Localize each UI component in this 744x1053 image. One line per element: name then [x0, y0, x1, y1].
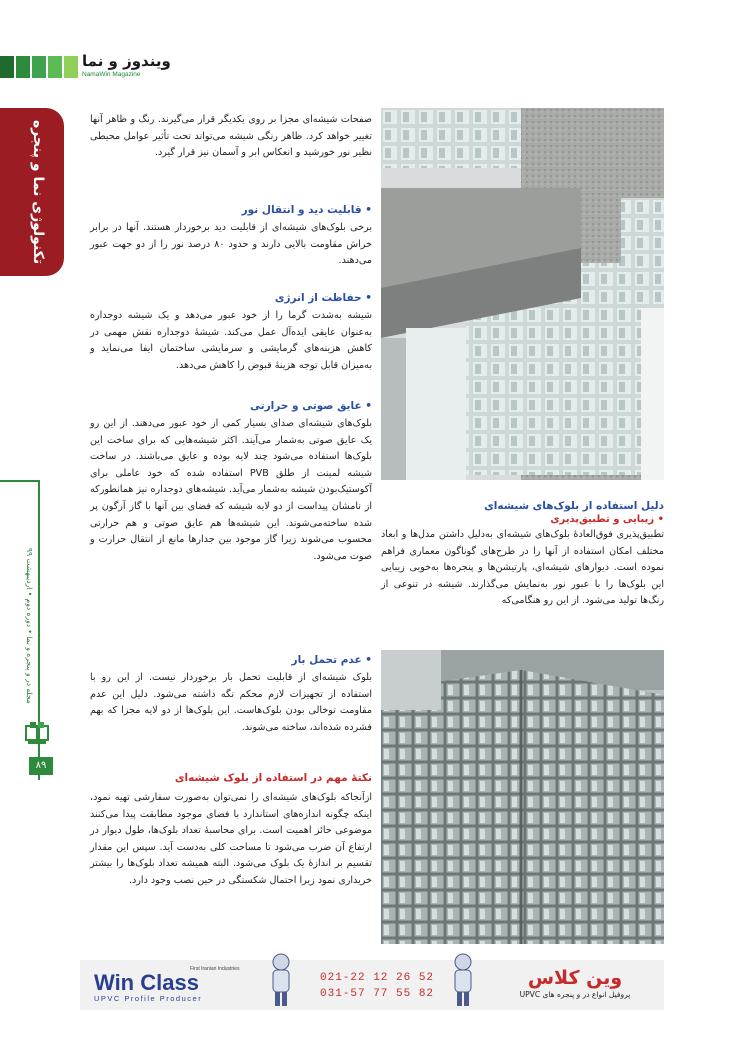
note-heading: نکتهٔ مهم در استفاده از بلوک شیشه‌ای [174, 772, 372, 784]
phone-1[interactable]: 021-22 12 26 52 [320, 972, 435, 984]
section-body-load: بلوک شیشه‌ای از قابلیت تحمل بار برخوردار نیست. از این رو با استفاده از تجهیزات لازم محکم نگه داشته می‌شود. دلیل این عدم مقاومت توخالی بودن بلوک‌هاست. این بلوک‌ها از دو لایه مجزا که بهم فشرده شده‌اند، ساخته می‌شوند. [90, 672, 372, 733]
side-caption-title: دلیل استفاده از بلوک‌های شیشه‌ای [484, 500, 664, 512]
magazine-logo[interactable] [82, 52, 172, 82]
brand-fa-tag: پروفیل انواع در و پنجره های UPVC [519, 990, 631, 999]
section-body-energy: شیشه به‌شدت گرما را از خود عبور می‌دهد و یک شیشه دوجداره به‌عنوان عایقی ایده‌آل عمل می‌کند. شیشهٔ دوجداره نقش مهمی در کاهش هزینه‌های گرمایشی و سرمایشی ساختمان ایفا می‌نماید و به‌میزان قابل توجه هزینهٔ قبوض را کاهش می‌دهد. [90, 310, 372, 371]
section-title: تکنولوژی نما و پنجره [30, 119, 46, 265]
brand-en-name: Win Class [94, 970, 199, 995]
side-caption [381, 500, 664, 648]
section-tab [0, 108, 64, 276]
building-photo-top [381, 108, 664, 480]
side-caption-body: تطبیق‌پذیری فوق‌العادهٔ بلوک‌های شیشه‌ای به‌دلیل داشتن مدل‌ها و ابعاد مختلف امکان استفاده از آنها را در طرح‌های گوناگون معماری فراهم نموده است. دیوارهای شیشه‌ای، پارتیشن‌ها و پنجره‌ها به‌خوبی زیبایی این بلوک‌ها را با عبور نور به‌نمایش می‌گذارند. شیشه در تنوعی از رنگ‌ها تولید می‌شود. از این رو هنگامی‌که [381, 529, 664, 607]
intro-paragraph: صفحات شیشه‌ای مجزا بر روی یکدیگر قرار می‌گیرند. رنگ و ظاهر آنها تغییر خواهد کرد. ظاهر رنگی شیشه می‌تواند تحت تأثیر عوامل محیطی نظیر نور خورشید و انعکاس ابر و آسمان نیز قرار گیرد. [90, 114, 372, 159]
mascot-left-icon [266, 952, 296, 1008]
building-photo-bottom [381, 650, 664, 944]
section-body-visibility: برخی بلوک‌های شیشه‌ای از قابلیت دید برخوردار هستند. آنها در برابر خراش مقاومت بالایی دارند و حدود ۸۰ درصد نور را از دو جهت عبور می‌دهند. [90, 222, 372, 267]
article-intro [90, 112, 372, 162]
section-body-insulation: بلوک‌های شیشه‌ای صدای بسیار کمی از خود عبور می‌دهند. از این رو یک عایق صوتی به‌شمار می‌آیند. اکثر شیشه‌هایی که برای ساخت این بلوک‌ها استفاده می‌شود چند لایه بوده و عایق می‌باشند. در ساخت شیشه لمینت از طلق PVB استفاده شده که خود عاملی برای آکوستیک‌بودن شیشه به‌شمار می‌آید. شیشه‌های دوجداره نیز همانطورکه از نامشان پیداست از دو لایه شیشه که فضای بین آنها با گاز آرگون پر شده ساخته‌می‌شوند. این شیشه‌ها هم عایق صوتی و هم حرارتی محسوب می‌شوند زیرا گاز موجود بین جدارها مانع از انتقال حرارت و صوت می‌شود. [90, 418, 372, 562]
phone-2[interactable]: 031-57 77 55 82 [320, 988, 435, 1000]
brand-fa-name: وین کلاس [527, 967, 623, 989]
logo-text: ویندوز و نما [82, 52, 171, 70]
winclass-fa-logo [500, 966, 650, 999]
side-caption-subtitle: • زیبایی و تطبیق‌پذیری [550, 514, 664, 525]
section-heading-visibility: • قابلیت دید و انتقال نور [241, 204, 372, 216]
brand-en-tag: UPVC Profile Producer [94, 994, 203, 1003]
section-heading-energy: • حفاظت از انرژی [274, 292, 372, 304]
page-number: ۸۹ [29, 757, 53, 775]
winclass-en-logo [94, 966, 264, 1003]
logo-subtitle: NamaWin Magazine [82, 71, 141, 78]
mascot-right-icon [448, 952, 478, 1008]
advertisement-banner[interactable] [80, 960, 664, 1010]
brand-small-tag: First Iranian Industries [190, 966, 240, 972]
note-body: ازآنجاکه بلوک‌های شیشه‌ای را نمی‌توان به‌صورت سفارشی تهیه نمود، اینکه چگونه اندازه‌های استاندارد با فضای موجود مطابقت پیدا می‌کنند موضوعی حائز اهمیت است. برای محاسبهٔ تعداد بلوک‌ها، طول دیوار در ارتفاع آن ضرب می‌شود تا مساحت کلی به‌دست آید. سپس این مقدار تقسیم بر اندازهٔ یک بلوک می‌شود. البته همیشه تعداد بلوک‌ها را بیشتر خریداری نمود زیرا احتمال شکستگی در حین نصب وجود دارد. [90, 792, 372, 886]
brand-stripes [0, 56, 80, 78]
window-icon [24, 720, 50, 746]
side-rule-top [0, 480, 40, 482]
section-heading-load: • عدم تحمل بار [291, 654, 372, 666]
magazine-issue-line: مجله در و پنجره و نما • دوره‌ دوم • اردیبهشت ۹۹ [25, 548, 34, 704]
section-heading-insulation: • عایق صوتی و حرارتی [250, 400, 372, 412]
